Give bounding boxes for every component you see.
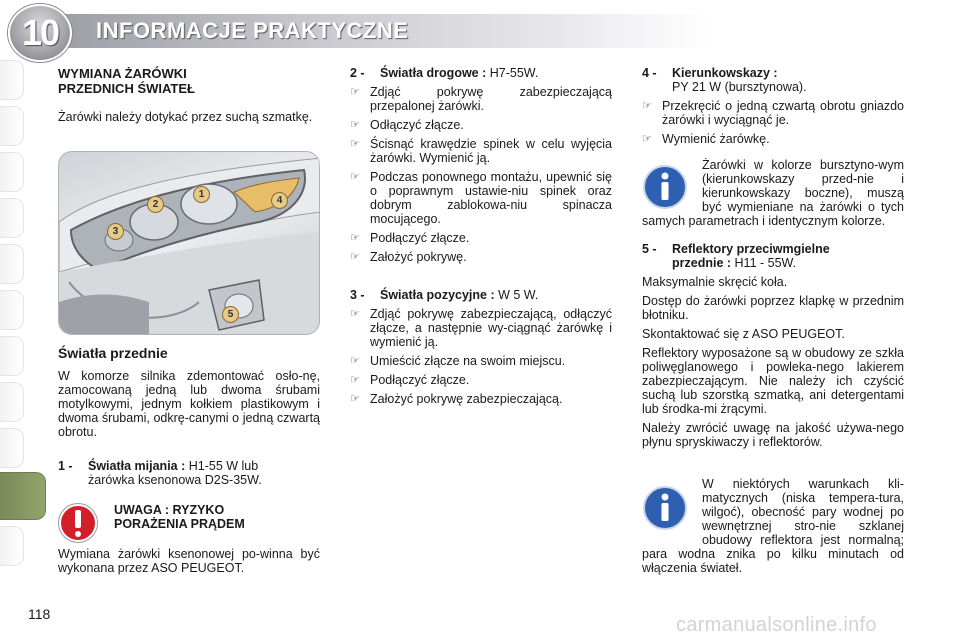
- step-text: Podłączyć złącze.: [370, 231, 470, 245]
- item-number: 1 -: [58, 459, 73, 473]
- item-value: PY 21 W (bursztynowa).: [672, 80, 807, 94]
- step-text: Wymienić żarówkę.: [662, 132, 770, 146]
- item-value-line: żarówka ksenonowa D2S-35W.: [88, 473, 262, 487]
- step-text: Ścisnąć krawędzie spinek w celu wyjęcia żarówki. Wymienić ją.: [370, 137, 612, 165]
- item-1: [58, 459, 320, 473]
- callout-1: 1: [193, 186, 210, 203]
- column-left: [58, 66, 320, 124]
- headlamp-drawing: [59, 152, 320, 335]
- chapter-tab[interactable]: [0, 428, 24, 468]
- item-value: H7-55W.: [486, 66, 539, 80]
- pointing-hand-icon: ☞: [350, 308, 360, 320]
- step-text: Założyć pokrywę.: [370, 250, 467, 264]
- chapter-tab[interactable]: [0, 198, 24, 238]
- front-lights-text: W komorze silnika zdemontować osło-nę, zamocowaną jedną lub dwoma śrubami motylkowymi, jednym kołkiem plastikowym i dwoma śrubami, odkrę-canymi o jedną czwartą obrotu.: [58, 369, 320, 439]
- list-item: [350, 373, 612, 387]
- list-item: [350, 118, 612, 132]
- list-item: [350, 137, 612, 165]
- warning-title-line: PORAŻENIA PRĄDEM: [114, 517, 245, 531]
- item-2: [350, 66, 612, 80]
- pointing-hand-icon: ☞: [350, 232, 360, 244]
- paragraph: Należy zwrócić uwagę na jakość używa-nego płynu spryskiwaczy i reflektorów.: [642, 421, 904, 449]
- info-text: W niektórych warunkach kli-matycznych (niska tempera-tura, wilgoć), obecność pary wodnej po wewnętrznej stro-nie szklanej obudowy reflektora jest normalną; para wodna znika po kilku minutach od włączenia świateł.: [642, 477, 904, 575]
- list-item: [350, 250, 612, 264]
- column-right: [642, 66, 904, 575]
- page-title: INFORMACJE PRAKTYCZNE: [96, 18, 409, 43]
- info-text: Żarówki w kolorze bursztyno-wym (kierunkowskazy przed-nie i kierunkowskazy boczne), muszą być wymieniane na żarówki o tych samych parametrach i identycznym kolorze.: [642, 158, 904, 228]
- pointing-hand-icon: ☞: [350, 374, 360, 386]
- section-title-line: WYMIANA ŻARÓWKI: [58, 66, 187, 81]
- headlamp-illustration: [58, 151, 320, 335]
- step-text: Zdjąć pokrywę zabezpieczającą, odłączyć złącze, a następnie wy-ciągnąć żarówkę i wymienić ją.: [370, 307, 612, 349]
- pointing-hand-icon: ☞: [350, 393, 360, 405]
- chapter-tab[interactable]: [0, 290, 24, 330]
- callout-2: 2: [147, 196, 164, 213]
- warning-text: Wymiana żarówki ksenonowej po-winna być wykonana przez ASO PEUGEOT.: [58, 547, 320, 575]
- intro-text: Żarówki należy dotykać przez suchą szmatkę.: [58, 110, 313, 124]
- chapter-tab[interactable]: [0, 152, 24, 192]
- list-item: [350, 170, 612, 226]
- item-number: 2 -: [350, 66, 365, 80]
- pointing-hand-icon: ☞: [642, 100, 652, 112]
- callout-4: 4: [271, 192, 288, 209]
- item-5: [642, 242, 904, 256]
- list-item: [350, 354, 612, 368]
- list-item: [642, 99, 904, 127]
- watermark: carmanualsonline.info: [676, 614, 877, 636]
- chapter-tab[interactable]: [0, 60, 24, 100]
- item-3-steps: [350, 307, 612, 406]
- chapter-number: 10: [21, 12, 59, 53]
- step-text: Podczas ponownego montażu, upewnić się o poprawnym ustawie-niu spinek oraz dobrym zablokowa-niu spinacza mocującego.: [370, 170, 612, 226]
- chapter-tab[interactable]: [0, 106, 24, 146]
- item-value: H1-55 W lub: [185, 459, 259, 473]
- item-number: 3 -: [350, 288, 365, 302]
- callout-3: 3: [107, 223, 124, 240]
- list-item: [642, 132, 904, 146]
- item-number: 5 -: [642, 242, 657, 256]
- pointing-hand-icon: ☞: [350, 138, 360, 150]
- step-text: Przekręcić o jedną czwartą obrotu gniazdo żarówki i wyciągnąć je.: [662, 99, 904, 127]
- info-note-2: [642, 477, 904, 575]
- item-3: [350, 288, 612, 302]
- list-item: [350, 85, 612, 113]
- item-number: 4 -: [642, 66, 657, 80]
- chapter-tab[interactable]: [0, 244, 24, 284]
- step-text: Zdjąć pokrywę zabezpieczającą przepalonej żarówki.: [370, 85, 612, 113]
- item-label: Światła drogowe :: [380, 66, 487, 80]
- column-middle: [350, 66, 612, 406]
- item-label: Reflektory przeciwmgielne: [672, 242, 830, 256]
- section-title-line: PRZEDNICH ŚWIATEŁ: [58, 81, 195, 96]
- chapter-tab[interactable]: [0, 526, 24, 566]
- pointing-hand-icon: ☞: [350, 171, 360, 183]
- chapter-tab[interactable]: [0, 382, 24, 422]
- list-item: [350, 231, 612, 245]
- info-icon: [642, 164, 688, 210]
- paragraph: Dostęp do żarówki poprzez klapkę w przednim błotniku.: [642, 294, 904, 322]
- item-label: Światła mijania :: [88, 459, 186, 473]
- info-icon: [642, 485, 688, 531]
- chapter-tab[interactable]: [0, 336, 24, 376]
- step-text: Podłączyć złącze.: [370, 373, 470, 387]
- item-5-line2: [642, 256, 904, 270]
- info-note-1: [642, 158, 904, 228]
- list-item: [350, 307, 612, 349]
- paragraph: Maksymalnie skręcić koła.: [642, 275, 788, 289]
- step-text: Umieścić złącze na swoim miejscu.: [370, 354, 566, 368]
- warning-box: [58, 501, 320, 543]
- item-4-steps: [642, 99, 904, 146]
- item-value: W 5 W.: [494, 288, 539, 302]
- step-text: Odłączyć złącze.: [370, 118, 464, 132]
- warning-title: [114, 503, 245, 531]
- front-lights-title: Światła przednie: [58, 345, 168, 361]
- step-text: Założyć pokrywę zabezpieczającą.: [370, 392, 563, 406]
- page-number: 118: [28, 606, 51, 622]
- pointing-hand-icon: ☞: [350, 119, 360, 131]
- item-2-steps: [350, 85, 612, 264]
- paragraph: Skontaktować się z ASO PEUGEOT.: [642, 327, 845, 341]
- item-value: H11 - 55W.: [731, 256, 797, 270]
- list-item: [350, 392, 612, 406]
- pointing-hand-icon: ☞: [350, 355, 360, 367]
- pointing-hand-icon: ☞: [642, 133, 652, 145]
- item-label: Kierunkowskazy :: [672, 66, 778, 80]
- pointing-hand-icon: ☞: [350, 251, 360, 263]
- item-label: przednie :: [672, 256, 732, 270]
- chapter-badge: [8, 4, 72, 62]
- callout-5: 5: [222, 306, 239, 323]
- item-label: Światła pozycyjne :: [380, 288, 495, 302]
- pointing-hand-icon: ☞: [350, 86, 360, 98]
- section-title: [58, 66, 320, 96]
- warning-title-line: UWAGA : RYZYKO: [114, 503, 225, 517]
- exclamation-warning-icon: [58, 503, 98, 543]
- chapter-tab-active[interactable]: [0, 472, 46, 520]
- front-lights-block: [58, 346, 320, 575]
- paragraph: Reflektory wyposażone są w obudowy ze szkła poliwęglanowego i powleka-nego lakierem zabezpieczającym. Nie należy ich czyścić suchą lub szorstką szmatką, ani detergentami lub środka-mi żrącymi.: [642, 346, 904, 416]
- item-4: [642, 66, 904, 80]
